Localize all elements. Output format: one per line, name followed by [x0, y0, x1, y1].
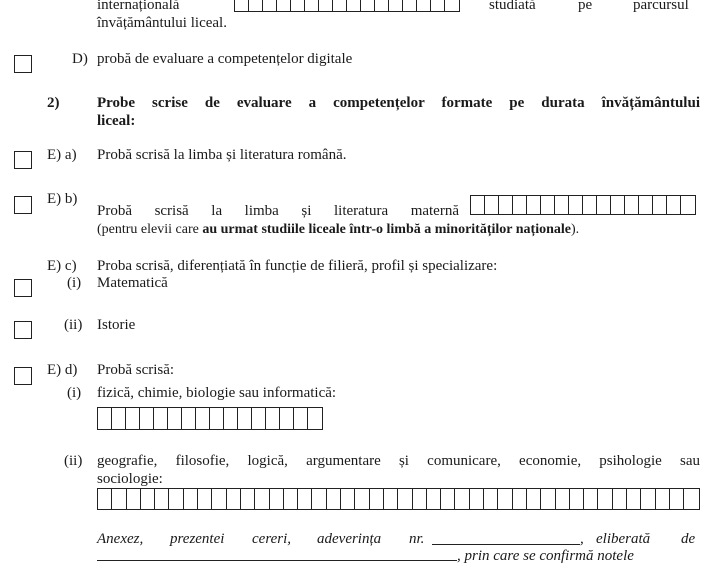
annex-w6: , [580, 531, 584, 547]
item-ed-opt2-text-line-1: geografie, filosofie, logică, argumentare și comunicare, economie, psihologie sau [97, 453, 700, 469]
annex-w5: nr. [409, 531, 425, 547]
top-line-2: învățământului liceal. [97, 15, 227, 31]
item-ec-opt2-text: Istorie [97, 317, 136, 333]
item-ec-opt1-text: Matematică [97, 275, 168, 291]
science-subject-grid[interactable] [97, 407, 323, 430]
item-ec-opt2-label: (ii) [64, 317, 83, 333]
annex-w2: prezentei [170, 531, 225, 547]
top-line-1-word-parcursul: parcursul [633, 0, 689, 13]
section-2-title-line-2: liceal: [97, 113, 136, 129]
language-code-grid-top[interactable] [234, 0, 460, 12]
checkbox-elective-exam[interactable] [14, 367, 32, 385]
annex-w3: cereri, [252, 531, 292, 547]
section-2-title-line-1: Probe scrise de evaluare a competențelor formate pe durata învățământului [97, 95, 700, 111]
top-line-1-word-studiata: studiată [489, 0, 536, 13]
item-ec-text: Proba scrisă, diferențiată în funcție de filieră, profil și specializare: [97, 258, 498, 274]
item-ea-label: E) a) [47, 147, 77, 163]
item-ea-text: Probă scrisă la limba și literatura română. [97, 147, 347, 163]
checkbox-history[interactable] [14, 321, 32, 339]
item-ed-opt1-label: (i) [67, 385, 82, 401]
item-ed-text: Probă scrisă: [97, 362, 175, 378]
annex-w4: adeverința [317, 531, 382, 547]
item-eb-text: Probă scrisă la limba și literatura maternă [97, 203, 459, 219]
item-eb-note: (pentru elevii care au urmat studiile liceale într-o limbă a minorităților naționale). [97, 222, 580, 237]
item-ed-opt1-text: fizică, chimie, biologie sau informatică: [97, 385, 337, 401]
item-ed-opt2-label: (ii) [64, 453, 83, 469]
mother-tongue-grid[interactable] [470, 195, 696, 215]
top-line-1-word-pe: pe [578, 0, 593, 13]
item-d-label: D) [72, 51, 88, 67]
checkbox-digital-skills[interactable] [14, 55, 32, 73]
annex-w7: eliberată [596, 531, 651, 547]
item-d-text: probă de evaluare a competențelor digitale [97, 51, 353, 67]
top-line-1-left: internațională [97, 0, 180, 13]
item-ec-opt1-label: (i) [67, 275, 82, 291]
issuer-blank[interactable] [97, 547, 457, 561]
item-ec-label: E) c) [47, 258, 77, 274]
item-ed-label: E) d) [47, 362, 78, 378]
item-eb-label: E) b) [47, 191, 78, 207]
annex-line-2-tail: , prin care se confirmă notele [457, 548, 634, 564]
annex-w8: de [681, 531, 696, 547]
checkbox-mathematics[interactable] [14, 279, 32, 297]
humanities-subject-grid[interactable] [97, 488, 700, 510]
checkbox-mother-tongue-exam[interactable] [14, 196, 32, 214]
annex-w1: Anexez, [97, 531, 144, 547]
section-2-number: 2) [47, 95, 60, 111]
certificate-number-blank[interactable] [432, 531, 580, 545]
checkbox-romanian-exam[interactable] [14, 151, 32, 169]
item-ed-opt2-text-line-2: sociologie: [97, 471, 163, 487]
